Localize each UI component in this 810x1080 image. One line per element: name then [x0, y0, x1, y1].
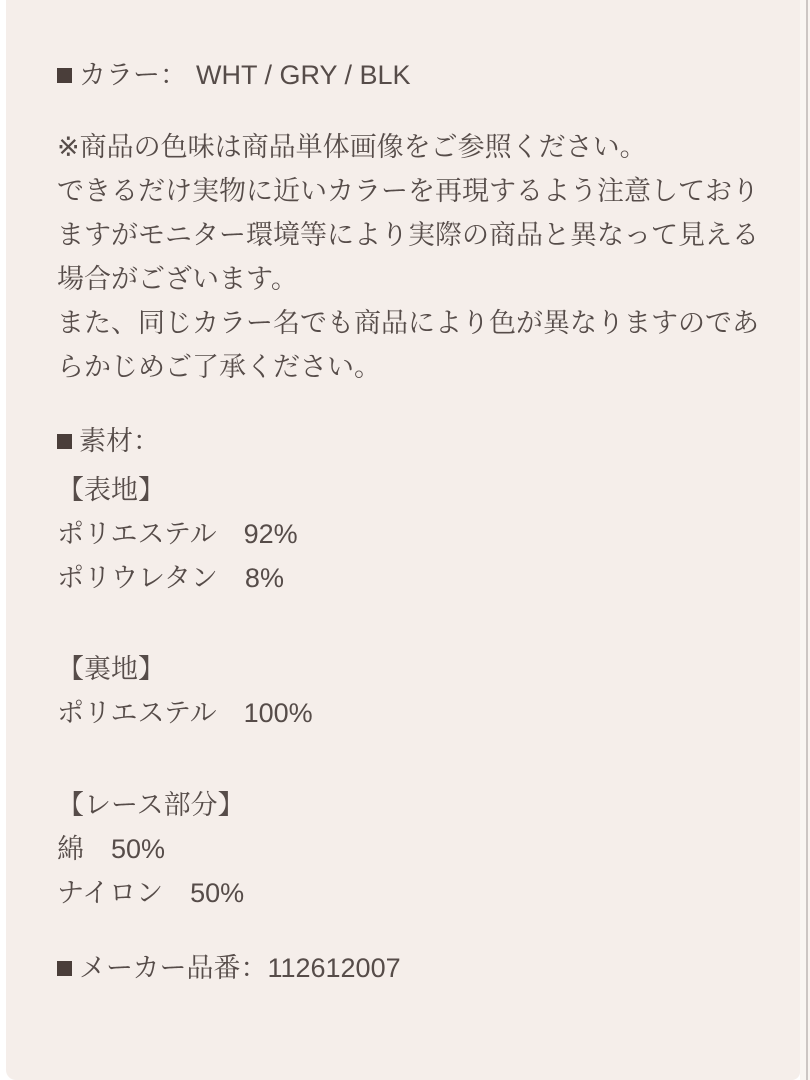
material-item: [57, 556, 780, 600]
right-gutter: [800, 0, 810, 1080]
product-description-content: [57, 0, 780, 990]
material-group-title: 【レース部分】: [57, 790, 245, 820]
material-header-row: [57, 419, 780, 463]
bullet-square-icon: [57, 961, 72, 976]
color-note-line: らかじめご了承ください。: [57, 352, 381, 382]
bullet-square-icon: [57, 68, 72, 83]
bullet-square-icon: [57, 434, 72, 449]
gutter-divider-line: [806, 0, 808, 1080]
material-name: ポリウレタン: [57, 563, 218, 593]
color-row: [57, 53, 780, 97]
color-value: WHT / GRY / BLK: [196, 60, 411, 90]
color-note-line: 場合がございます。: [57, 264, 298, 294]
maker-row: [57, 946, 780, 990]
material-name: ナイロン: [57, 878, 164, 908]
material-group-lace: [57, 783, 780, 915]
material-item: [57, 827, 780, 871]
material-group-outer: [57, 468, 780, 600]
color-note: [57, 125, 780, 389]
material-name: ポリエステル: [57, 698, 217, 728]
material-name: 綿: [57, 834, 84, 864]
material-percent: 50%: [111, 834, 166, 864]
material-percent: 92%: [243, 519, 298, 549]
color-note-line: ますがモニター環境等により実際の商品と異なって見える: [57, 220, 759, 250]
product-description-panel: [6, 0, 800, 1080]
material-percent: 50%: [190, 878, 245, 908]
material-group-title: 【裏地】: [57, 654, 165, 684]
maker-value: 112612007: [267, 953, 401, 983]
material-name: ポリエステル: [57, 519, 217, 549]
material-item: [57, 871, 780, 915]
material-group-lining: [57, 647, 780, 735]
maker-label: メーカー品番：: [79, 953, 268, 983]
color-note-line: また、同じカラー名でも商品により色が異なりますのであ: [57, 308, 759, 338]
material-percent: 8%: [244, 563, 284, 593]
color-note-line: ※商品の色味は商品単体画像をご参照ください。: [57, 132, 647, 162]
material-percent: 100%: [243, 698, 313, 728]
material-item: [57, 512, 780, 556]
material-item: [57, 691, 780, 735]
material-label: 素材：: [79, 426, 160, 456]
color-note-line: できるだけ実物に近いカラーを再現するよう注意しており: [57, 176, 759, 206]
material-group-title: 【表地】: [57, 475, 165, 505]
color-label: カラー：: [79, 60, 187, 90]
